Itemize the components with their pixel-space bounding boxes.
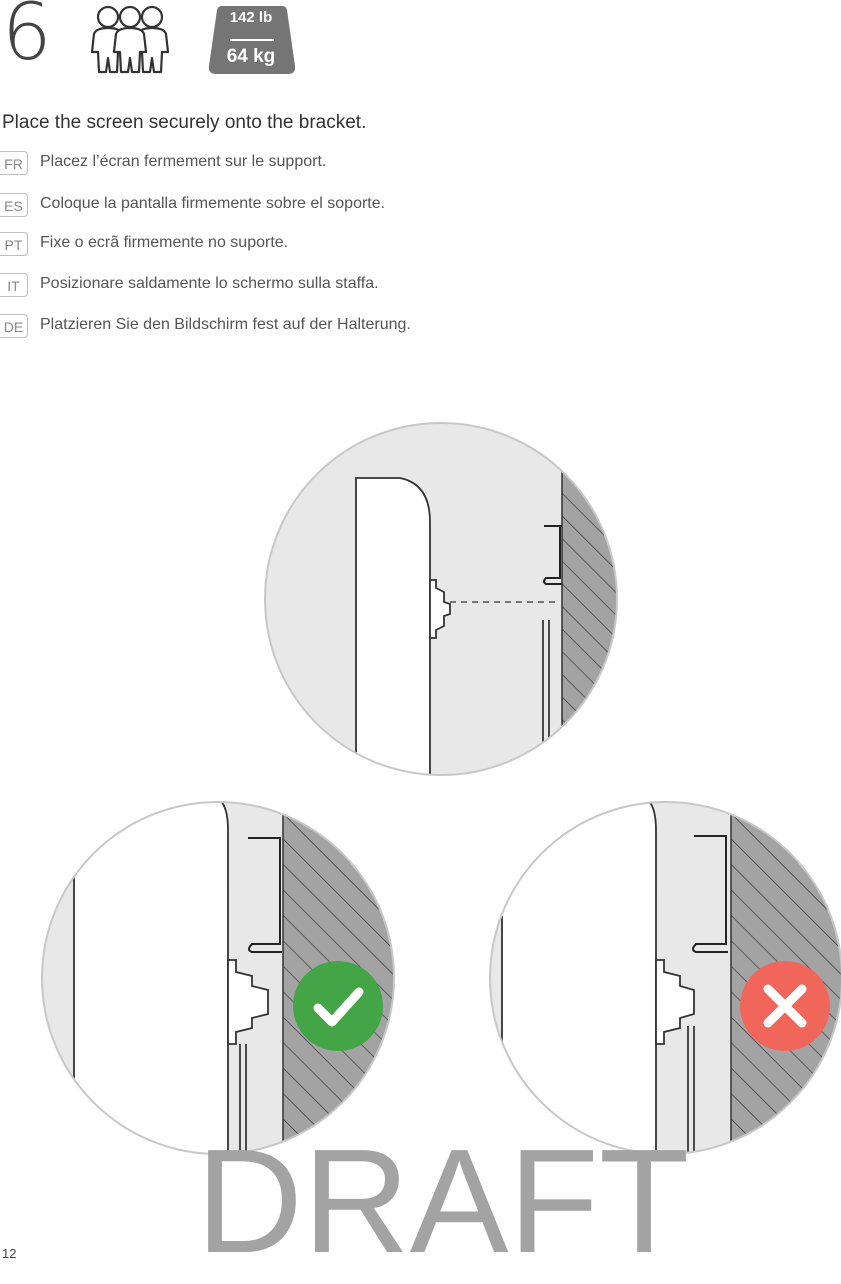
language-code: FR xyxy=(0,151,28,175)
page-number: 12 xyxy=(2,1246,17,1261)
main-instruction: Place the screen securely onto the bracket. xyxy=(2,112,367,133)
language-code: IT xyxy=(0,273,28,297)
checkmark-icon xyxy=(293,961,383,1051)
translation-text: Platzieren Sie den Bildschirm fest auf der Halterung. xyxy=(40,316,411,333)
cross-icon xyxy=(740,961,830,1051)
translation-text: Placez l’écran fermement sur le support. xyxy=(40,153,327,170)
language-code: PT xyxy=(0,232,28,256)
language-code: DE xyxy=(0,314,28,338)
step-number: 6 xyxy=(2,0,52,78)
translation-text: Coloque la pantalla firmemente sobre el soporte. xyxy=(40,195,386,212)
language-code: ES xyxy=(0,193,28,217)
translation-text: Fixe o ecrã firmemente no suporte. xyxy=(40,234,289,251)
correct-mounting-illustration xyxy=(40,800,398,1158)
draft-watermark: DRAFT xyxy=(196,1119,690,1284)
incorrect-mounting-illustration xyxy=(488,800,841,1158)
bracket-approach-illustration xyxy=(264,422,622,780)
translation-text: Posizionare saldamente lo schermo sulla staffa. xyxy=(40,275,379,292)
weight-lb-label: 142 lb xyxy=(229,9,273,26)
weight-kg-label: 64 kg xyxy=(226,46,276,67)
three-people-icon xyxy=(88,4,176,76)
